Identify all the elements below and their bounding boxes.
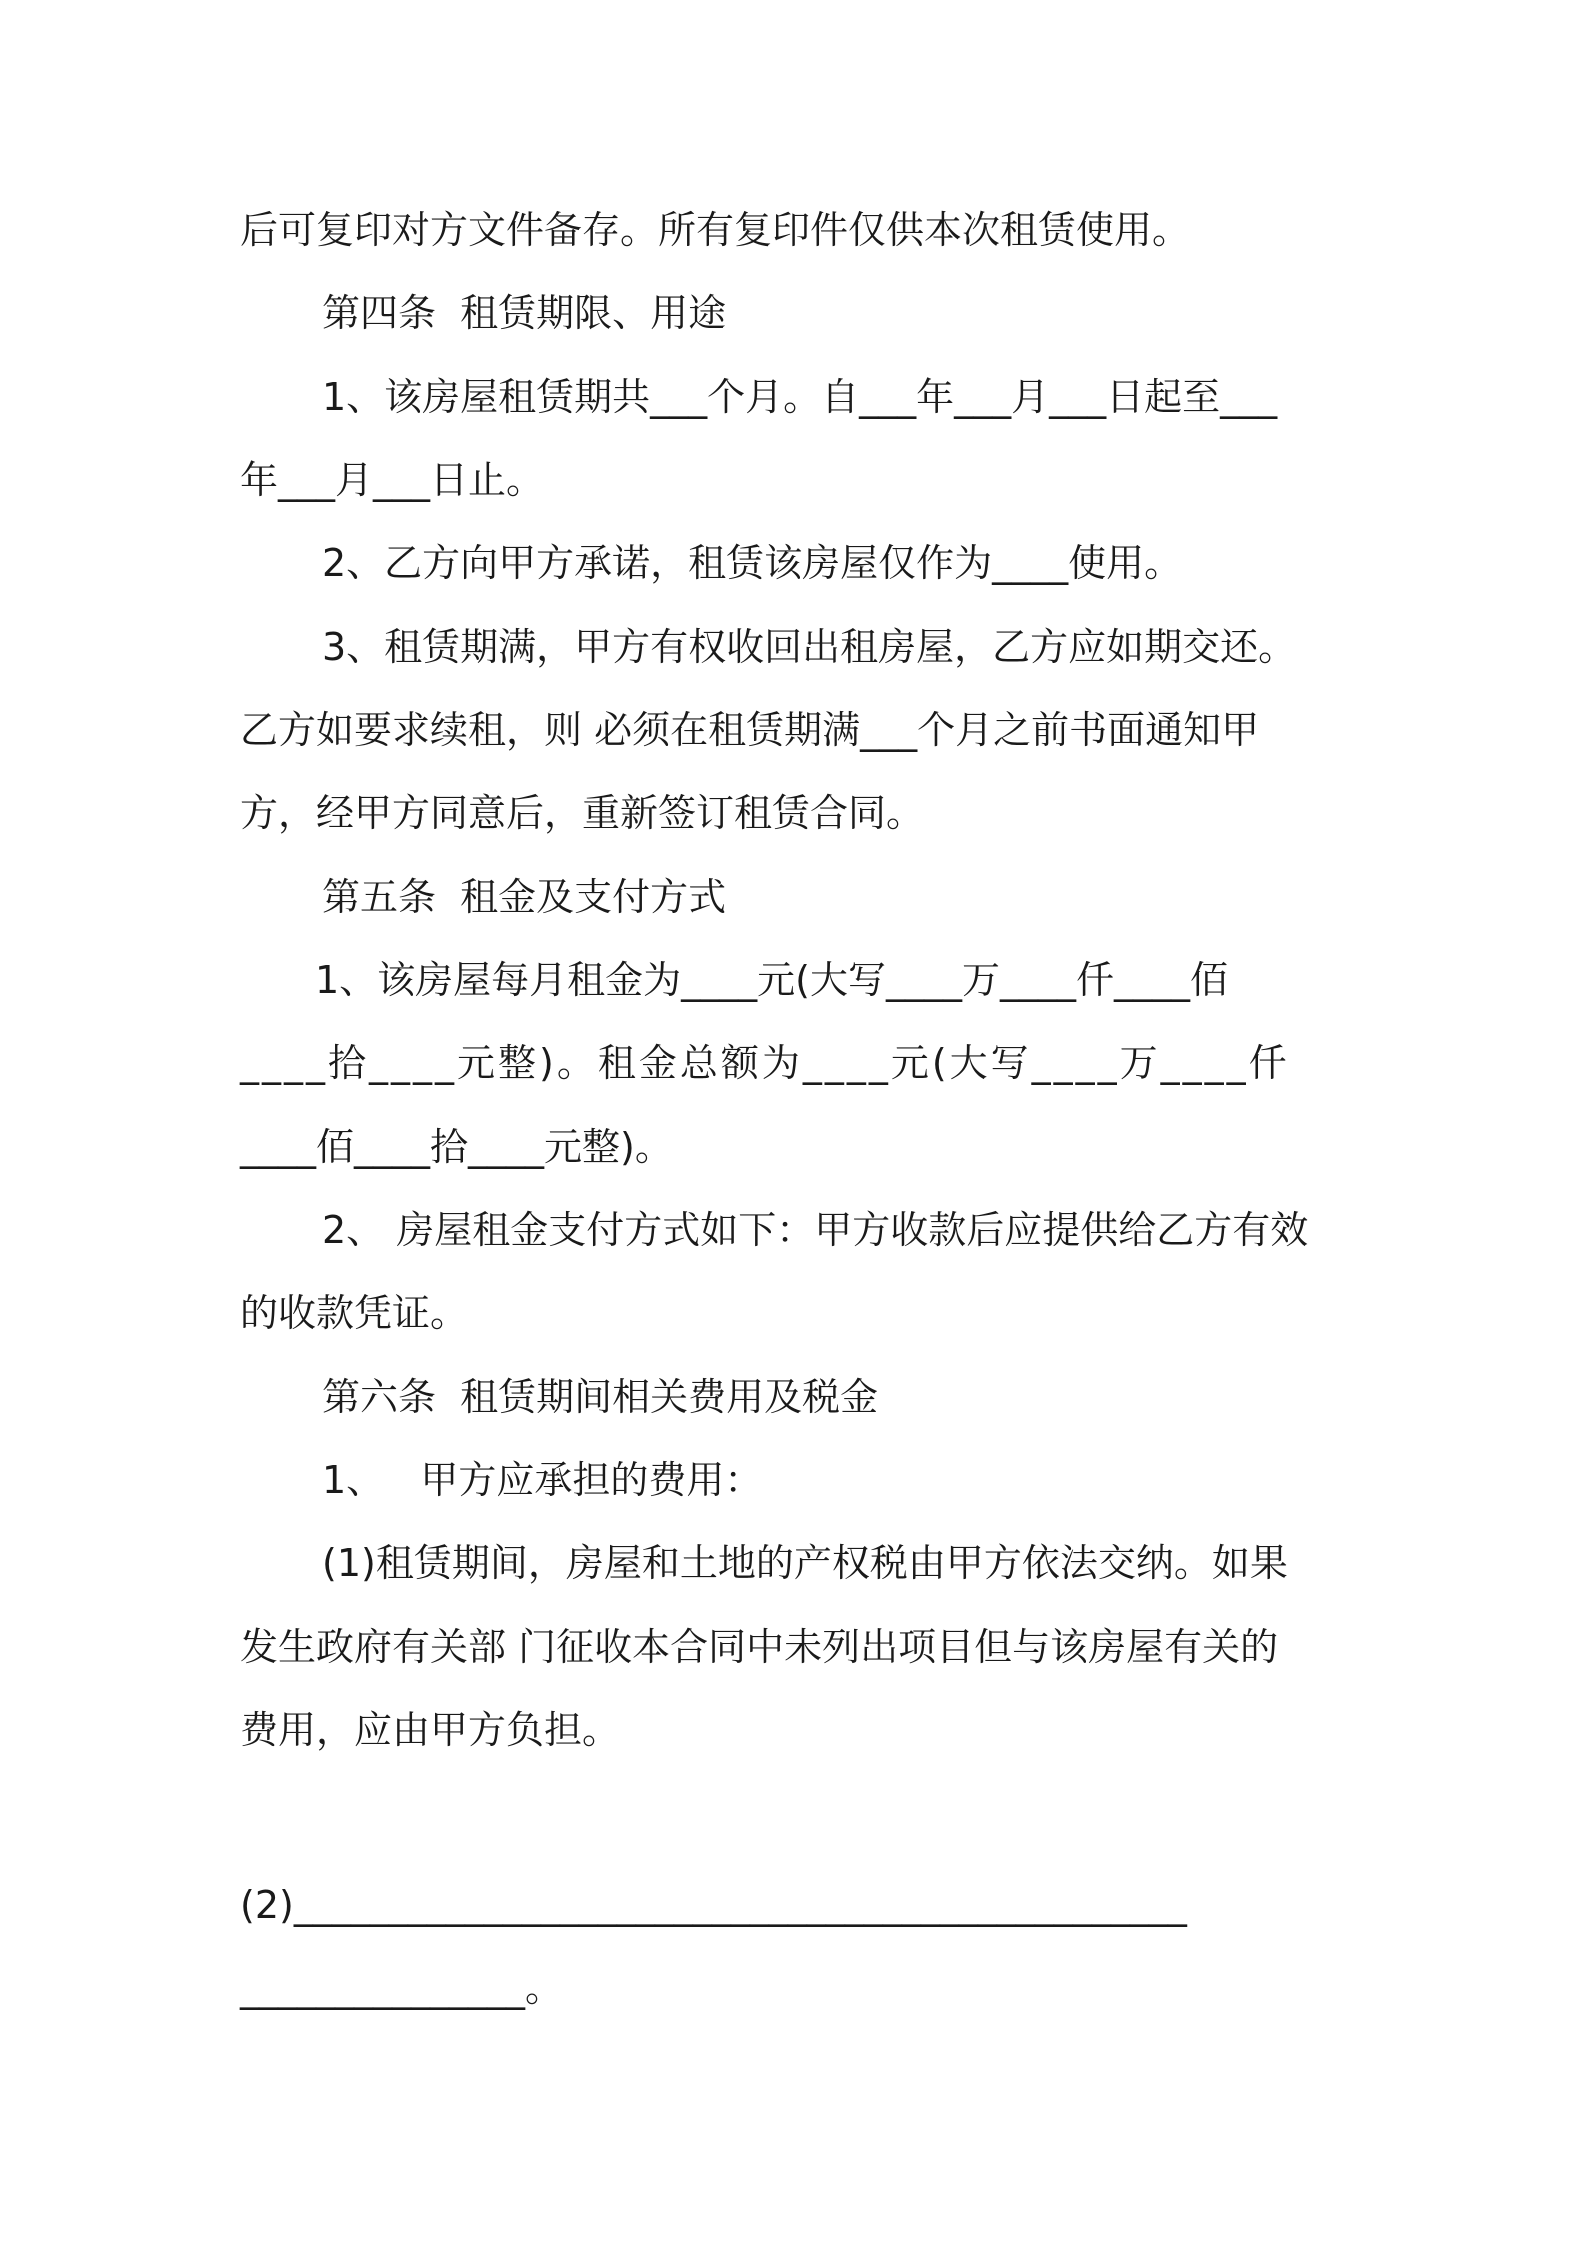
- text-line: ____拾____元整)。租金总额为____元(大写____万____仟: [240, 1041, 1290, 1085]
- text-line: 的收款凭证。: [240, 1291, 469, 1335]
- text-line: 1、该房屋每月租金为____元(大写____万____仟____佰: [315, 958, 1229, 1002]
- text-line: 乙方如要求续租，则 必须在租赁期满___个月之前书面通知甲: [240, 708, 1260, 752]
- text-line: (2)_______________________________________________: [240, 1883, 1187, 1927]
- article-heading: 第六条 租赁期间相关费用及税金: [322, 1375, 879, 1419]
- text-line: 发生政府有关部 门征收本合同中未列出项目但与该房屋有关的: [240, 1625, 1279, 1669]
- text-line: 方，经甲方同意后，重新签订租赁合同。: [240, 791, 925, 835]
- text-line: (1)租赁期间，房屋和土地的产权税由甲方依法交纳。如果: [322, 1541, 1288, 1585]
- article-heading: 第五条 租金及支付方式: [322, 875, 727, 919]
- text-line: _______________。: [240, 1966, 564, 2010]
- article-heading: 第四条 租赁期限、用途: [322, 291, 727, 335]
- text-line: ____佰____拾____元整)。: [240, 1125, 673, 1169]
- text-line: 2、乙方向甲方承诺，租赁该房屋仅作为____使用。: [322, 541, 1183, 585]
- text-line: 年___月___日止。: [240, 458, 545, 502]
- text-line: 1、该房屋租赁期共___个月。自___年___月___日起至___: [322, 375, 1278, 419]
- text-line: 3、租赁期满，甲方有权收回出租房屋，乙方应如期交还。: [322, 625, 1297, 669]
- text-line: 2、 房屋租金支付方式如下：甲方收款后应提供给乙方有效: [322, 1208, 1309, 1252]
- text-line: 费用，应由甲方负担。: [240, 1708, 621, 1752]
- text-line: 后可复印对方文件备存。所有复印件仅供本次租赁使用。: [240, 208, 1191, 252]
- text-line: 1、 甲方应承担的费用：: [322, 1458, 763, 1502]
